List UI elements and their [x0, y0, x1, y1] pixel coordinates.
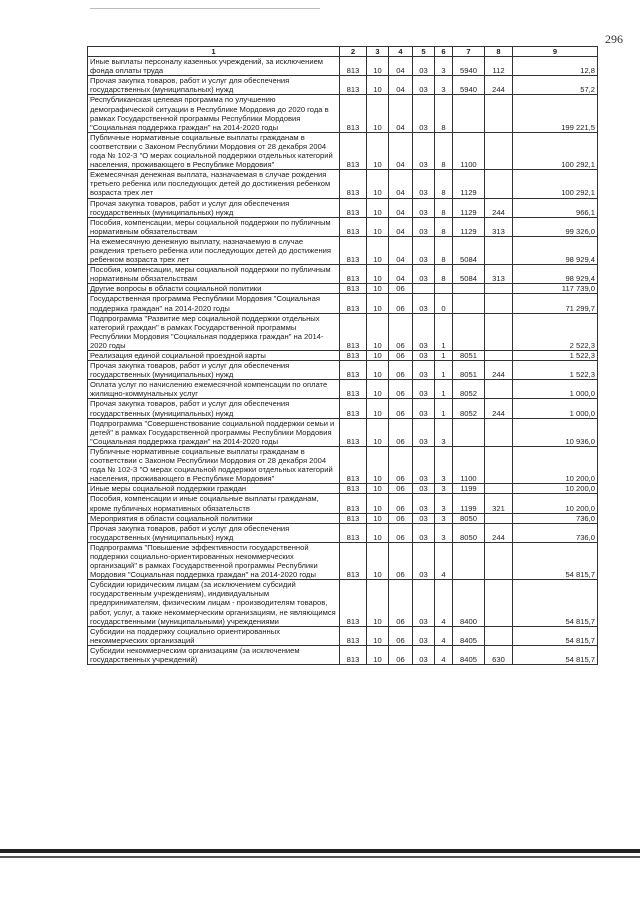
code-pp-cell: 1 [435, 399, 453, 418]
code-rz-cell: 10 [367, 484, 389, 494]
amount-cell: 98 929,4 [513, 265, 598, 284]
code-gp-cell: 03 [413, 446, 435, 483]
code-vr-cell: 244 [485, 361, 513, 380]
code-vr-cell [485, 294, 513, 313]
code-vr-cell [485, 236, 513, 264]
column-header-6: 6 [435, 47, 453, 57]
code-pr-cell: 06 [389, 284, 413, 294]
code-rz-cell: 10 [367, 626, 389, 645]
amount-cell: 10 200,0 [513, 446, 598, 483]
amount-cell: 10 936,0 [513, 418, 598, 446]
code-csr-cell [453, 294, 485, 313]
amount-cell: 1 000,0 [513, 399, 598, 418]
code-csr-cell [453, 95, 485, 132]
code-csr-cell: 8051 [453, 361, 485, 380]
code-pr-cell: 04 [389, 132, 413, 169]
code-pp-cell: 4 [435, 580, 453, 626]
table-row [88, 57, 598, 76]
amount-cell: 99 326,0 [513, 217, 598, 236]
code-gp-cell: 03 [413, 361, 435, 380]
code-pp-cell: 3 [435, 484, 453, 494]
row-name-cell: Мероприятия в области социальной политики [88, 513, 340, 523]
code-gp-cell: 03 [413, 236, 435, 264]
amount-cell: 2 522,3 [513, 313, 598, 350]
amount-cell: 1 000,0 [513, 380, 598, 399]
scan-border-bottom [0, 849, 640, 853]
code-gp-cell: 03 [413, 494, 435, 513]
code-rz-cell: 10 [367, 198, 389, 217]
code-rz-cell: 10 [367, 57, 389, 76]
code-ved-cell: 813 [340, 236, 367, 264]
code-csr-cell: 1129 [453, 217, 485, 236]
amount-cell: 12,8 [513, 57, 598, 76]
code-pp-cell: 3 [435, 523, 453, 542]
code-rz-cell: 10 [367, 76, 389, 95]
amount-cell: 10 200,0 [513, 494, 598, 513]
code-ved-cell: 813 [340, 418, 367, 446]
code-ved-cell: 813 [340, 351, 367, 361]
code-csr-cell [453, 313, 485, 350]
code-pr-cell: 04 [389, 217, 413, 236]
code-pp-cell: 8 [435, 265, 453, 284]
table-row [88, 494, 598, 513]
row-name-cell: Реализация единой социальной проездной карты [88, 351, 340, 361]
code-rz-cell: 10 [367, 446, 389, 483]
code-ved-cell: 813 [340, 132, 367, 169]
amount-cell: 736,0 [513, 513, 598, 523]
row-name-cell: Подпрограмма "Совершенствование социальной поддержки семьи и детей" в рамках Государственной программы Республики Мордовия "Социальная поддержка граждан" на 2014-2020 годы [88, 418, 340, 446]
row-name-cell: Государственная программа Республики Мордовия "Социальная поддержка граждан" на 2014-2020 годы [88, 294, 340, 313]
table-row [88, 361, 598, 380]
code-gp-cell: 03 [413, 523, 435, 542]
code-gp-cell: 03 [413, 95, 435, 132]
code-vr-cell: 244 [485, 399, 513, 418]
code-csr-cell: 1129 [453, 198, 485, 217]
code-gp-cell [413, 284, 435, 294]
amount-cell: 71 299,7 [513, 294, 598, 313]
code-vr-cell [485, 351, 513, 361]
code-pr-cell: 06 [389, 399, 413, 418]
code-gp-cell: 03 [413, 418, 435, 446]
code-csr-cell [453, 284, 485, 294]
code-pr-cell: 06 [389, 494, 413, 513]
table-row [88, 542, 598, 579]
code-rz-cell: 10 [367, 294, 389, 313]
row-name-cell: Республиканская целевая программа по улучшению демографической ситуации в Республике Мордовия до 2020 года в рамках Государственной программы Республики Мордовия "Социальная поддержка граждан" на 2014-2020 годы [88, 95, 340, 132]
code-vr-cell [485, 418, 513, 446]
code-ved-cell: 813 [340, 523, 367, 542]
table-row [88, 399, 598, 418]
code-pr-cell: 06 [389, 313, 413, 350]
code-rz-cell: 10 [367, 351, 389, 361]
code-csr-cell: 5084 [453, 265, 485, 284]
row-name-cell: На ежемесячную денежную выплату, назначаемую в случае рождения третьего ребенка или последующих детей до достижения ребенком возраста трех лет [88, 236, 340, 264]
row-name-cell: Прочая закупка товаров, работ и услуг для обеспечения государственных (муниципальных) нужд [88, 361, 340, 380]
code-gp-cell: 03 [413, 198, 435, 217]
scan-border-bottom-secondary [0, 856, 640, 858]
code-pp-cell: 1 [435, 313, 453, 350]
row-name-cell: Пособия, компенсации и иные социальные выплаты гражданам, кроме публичных нормативных обязательств [88, 494, 340, 513]
code-pr-cell: 06 [389, 542, 413, 579]
scan-artifact-line [90, 8, 320, 9]
code-rz-cell: 10 [367, 95, 389, 132]
row-name-cell: Субсидии некоммерческим организациям (за исключением государственных учреждений) [88, 645, 340, 664]
code-csr-cell: 8052 [453, 399, 485, 418]
row-name-cell: Прочая закупка товаров, работ и услуг для обеспечения государственных (муниципальных) нужд [88, 399, 340, 418]
table-row [88, 513, 598, 523]
code-gp-cell: 03 [413, 484, 435, 494]
code-pr-cell: 04 [389, 265, 413, 284]
code-pr-cell: 06 [389, 351, 413, 361]
code-csr-cell: 8052 [453, 380, 485, 399]
column-header-8: 8 [485, 47, 513, 57]
code-csr-cell: 8405 [453, 645, 485, 664]
code-ved-cell: 813 [340, 513, 367, 523]
code-rz-cell: 10 [367, 523, 389, 542]
code-csr-cell: 5940 [453, 76, 485, 95]
code-ved-cell: 813 [340, 494, 367, 513]
code-ved-cell: 813 [340, 580, 367, 626]
budget-table [87, 46, 598, 665]
code-vr-cell [485, 95, 513, 132]
code-pp-cell: 4 [435, 626, 453, 645]
code-ved-cell: 813 [340, 484, 367, 494]
code-pp-cell: 3 [435, 513, 453, 523]
column-header-5: 5 [413, 47, 435, 57]
code-vr-cell: 321 [485, 494, 513, 513]
code-gp-cell: 03 [413, 513, 435, 523]
code-pp-cell: 8 [435, 198, 453, 217]
amount-cell: 199 221,5 [513, 95, 598, 132]
code-rz-cell: 10 [367, 132, 389, 169]
code-rz-cell: 10 [367, 265, 389, 284]
table-header-row [88, 47, 598, 57]
code-csr-cell: 5940 [453, 57, 485, 76]
code-csr-cell: 5084 [453, 236, 485, 264]
code-gp-cell: 03 [413, 217, 435, 236]
code-gp-cell: 03 [413, 265, 435, 284]
amount-cell: 54 815,7 [513, 580, 598, 626]
code-pr-cell: 06 [389, 294, 413, 313]
amount-cell: 117 739,0 [513, 284, 598, 294]
code-rz-cell: 10 [367, 217, 389, 236]
code-vr-cell: 244 [485, 523, 513, 542]
code-csr-cell: 1100 [453, 132, 485, 169]
code-rz-cell: 10 [367, 380, 389, 399]
table-row [88, 313, 598, 350]
amount-cell: 966,1 [513, 198, 598, 217]
code-rz-cell: 10 [367, 236, 389, 264]
code-rz-cell: 10 [367, 284, 389, 294]
code-gp-cell: 03 [413, 170, 435, 198]
table-row [88, 580, 598, 626]
amount-cell: 98 929,4 [513, 236, 598, 264]
row-name-cell: Прочая закупка товаров, работ и услуг для обеспечения государственных (муниципальных) нужд [88, 198, 340, 217]
code-pp-cell: 1 [435, 361, 453, 380]
amount-cell: 736,0 [513, 523, 598, 542]
code-pr-cell: 06 [389, 418, 413, 446]
table-row [88, 170, 598, 198]
code-ved-cell: 813 [340, 76, 367, 95]
table-row [88, 198, 598, 217]
code-gp-cell: 03 [413, 76, 435, 95]
code-pr-cell: 04 [389, 76, 413, 95]
code-pp-cell: 1 [435, 380, 453, 399]
code-gp-cell: 03 [413, 626, 435, 645]
code-vr-cell: 112 [485, 57, 513, 76]
amount-cell: 100 292,1 [513, 170, 598, 198]
code-vr-cell [485, 484, 513, 494]
code-gp-cell: 03 [413, 351, 435, 361]
code-rz-cell: 10 [367, 313, 389, 350]
code-vr-cell [485, 446, 513, 483]
code-vr-cell [485, 284, 513, 294]
code-vr-cell: 313 [485, 265, 513, 284]
table-row [88, 484, 598, 494]
code-pr-cell: 06 [389, 523, 413, 542]
code-vr-cell [485, 132, 513, 169]
table-row [88, 380, 598, 399]
table-row [88, 132, 598, 169]
column-header-3: 3 [367, 47, 389, 57]
table-body [88, 57, 598, 665]
code-csr-cell: 8405 [453, 626, 485, 645]
table-row [88, 294, 598, 313]
code-rz-cell: 10 [367, 494, 389, 513]
column-header-1: 1 [88, 47, 340, 57]
amount-cell: 54 815,7 [513, 645, 598, 664]
code-rz-cell: 10 [367, 170, 389, 198]
code-ved-cell: 813 [340, 361, 367, 380]
code-pr-cell: 04 [389, 95, 413, 132]
row-name-cell: Субсидии юридическим лицам (за исключением субсидий государственным учреждениям), индивидуальным предпринимателям, физическим лицам - производителям товаров, работ, услуг, а также некоммерческим организациям, не являющимся государственными (муниципальными) учреждениями [88, 580, 340, 626]
table-row [88, 217, 598, 236]
amount-cell: 1 522,3 [513, 351, 598, 361]
code-pr-cell: 04 [389, 57, 413, 76]
row-name-cell: Подпрограмма "Развитие мер социальной поддержки отдельных категорий граждан" в рамках Государственной программы Республики Мордовия "Социальная поддержка граждан" на 2014-2020 годы [88, 313, 340, 350]
amount-cell: 54 815,7 [513, 542, 598, 579]
code-rz-cell: 10 [367, 580, 389, 626]
amount-cell: 54 815,7 [513, 626, 598, 645]
code-vr-cell: 313 [485, 217, 513, 236]
code-gp-cell: 03 [413, 57, 435, 76]
table-row [88, 446, 598, 483]
code-csr-cell: 1199 [453, 494, 485, 513]
code-vr-cell [485, 626, 513, 645]
code-vr-cell [485, 380, 513, 399]
code-ved-cell: 813 [340, 284, 367, 294]
code-vr-cell: 244 [485, 198, 513, 217]
code-ved-cell: 813 [340, 265, 367, 284]
amount-cell: 100 292,1 [513, 132, 598, 169]
code-pr-cell: 04 [389, 198, 413, 217]
code-gp-cell: 03 [413, 399, 435, 418]
column-header-2: 2 [340, 47, 367, 57]
code-vr-cell [485, 580, 513, 626]
column-header-7: 7 [453, 47, 485, 57]
code-vr-cell: 244 [485, 76, 513, 95]
row-name-cell: Другие вопросы в области социальной политики [88, 284, 340, 294]
code-pp-cell: 3 [435, 446, 453, 483]
code-csr-cell [453, 418, 485, 446]
row-name-cell: Пособия, компенсации, меры социальной поддержки по публичным нормативным обязательствам [88, 265, 340, 284]
table-row [88, 351, 598, 361]
code-pp-cell: 3 [435, 494, 453, 513]
table-row [88, 236, 598, 264]
code-gp-cell: 03 [413, 132, 435, 169]
table-row [88, 523, 598, 542]
code-ved-cell: 813 [340, 294, 367, 313]
table-row [88, 626, 598, 645]
code-pp-cell: 0 [435, 294, 453, 313]
amount-cell: 1 522,3 [513, 361, 598, 380]
code-pr-cell: 04 [389, 170, 413, 198]
code-ved-cell: 813 [340, 380, 367, 399]
code-pr-cell: 06 [389, 513, 413, 523]
code-ved-cell: 813 [340, 446, 367, 483]
code-pp-cell: 3 [435, 76, 453, 95]
code-vr-cell [485, 170, 513, 198]
code-pr-cell: 04 [389, 236, 413, 264]
code-ved-cell: 813 [340, 645, 367, 664]
code-pr-cell: 06 [389, 446, 413, 483]
row-name-cell: Прочая закупка товаров, работ и услуг для обеспечения государственных (муниципальных) нужд [88, 523, 340, 542]
table-row [88, 95, 598, 132]
code-pp-cell: 4 [435, 542, 453, 579]
code-rz-cell: 10 [367, 513, 389, 523]
table-row [88, 418, 598, 446]
code-vr-cell [485, 513, 513, 523]
column-header-9: 9 [513, 47, 598, 57]
code-pp-cell: 8 [435, 95, 453, 132]
row-name-cell: Субсидии на поддержку социально ориентированных некоммерческих организаций [88, 626, 340, 645]
code-ved-cell: 813 [340, 313, 367, 350]
code-gp-cell: 03 [413, 580, 435, 626]
code-rz-cell: 10 [367, 399, 389, 418]
code-ved-cell: 813 [340, 198, 367, 217]
row-name-cell: Иные выплаты персоналу казенных учреждений, за исключением фонда оплаты труда [88, 57, 340, 76]
row-name-cell: Оплата услуг по начислению ежемесячной компенсации по оплате жилищно-коммунальных услуг [88, 380, 340, 399]
code-rz-cell: 10 [367, 361, 389, 380]
page-number: 296 [605, 32, 623, 46]
code-csr-cell: 8051 [453, 351, 485, 361]
code-ved-cell: 813 [340, 95, 367, 132]
code-pp-cell: 8 [435, 132, 453, 169]
row-name-cell: Ежемесячная денежная выплата, назначаемая в случае рождения третьего ребенка или последующих детей до достижения ребенком возраста трех лет [88, 170, 340, 198]
code-gp-cell: 03 [413, 380, 435, 399]
code-vr-cell [485, 313, 513, 350]
row-name-cell: Пособия, компенсации, меры социальной поддержки по публичным нормативным обязательствам [88, 217, 340, 236]
table-row [88, 76, 598, 95]
code-pr-cell: 06 [389, 626, 413, 645]
code-csr-cell: 8400 [453, 580, 485, 626]
code-pr-cell: 06 [389, 484, 413, 494]
code-csr-cell: 1129 [453, 170, 485, 198]
row-name-cell: Иные меры социальной поддержки граждан [88, 484, 340, 494]
code-pp-cell [435, 284, 453, 294]
code-gp-cell: 03 [413, 542, 435, 579]
code-pp-cell: 1 [435, 351, 453, 361]
code-rz-cell: 10 [367, 645, 389, 664]
code-pp-cell: 8 [435, 217, 453, 236]
code-ved-cell: 813 [340, 170, 367, 198]
code-csr-cell [453, 542, 485, 579]
table-row [88, 645, 598, 664]
code-ved-cell: 813 [340, 626, 367, 645]
code-pr-cell: 06 [389, 380, 413, 399]
code-csr-cell: 8050 [453, 523, 485, 542]
code-rz-cell: 10 [367, 418, 389, 446]
code-gp-cell: 03 [413, 313, 435, 350]
amount-cell: 10 200,0 [513, 484, 598, 494]
row-name-cell: Прочая закупка товаров, работ и услуг для обеспечения государственных (муниципальных) нужд [88, 76, 340, 95]
code-pp-cell: 3 [435, 418, 453, 446]
code-csr-cell: 8050 [453, 513, 485, 523]
code-vr-cell: 630 [485, 645, 513, 664]
row-name-cell: Подпрограмма "Повышение эффективности государственной поддержки социально-ориентированных некоммерческих организаций" в рамках Государственной программы Республики Мордовия "Социальная поддержка граждан" на 2014-2020 годы [88, 542, 340, 579]
code-gp-cell: 03 [413, 645, 435, 664]
code-csr-cell: 1100 [453, 446, 485, 483]
code-gp-cell: 03 [413, 294, 435, 313]
code-pp-cell: 3 [435, 57, 453, 76]
code-pp-cell: 8 [435, 170, 453, 198]
code-ved-cell: 813 [340, 542, 367, 579]
code-pr-cell: 06 [389, 361, 413, 380]
code-ved-cell: 813 [340, 399, 367, 418]
code-csr-cell: 1199 [453, 484, 485, 494]
code-vr-cell [485, 542, 513, 579]
code-ved-cell: 813 [340, 217, 367, 236]
row-name-cell: Публичные нормативные социальные выплаты гражданам в соответствии с Законом Республики Мордовия от 28 декабря 2004 года № 102-З "О мерах социальной поддержки отдельных категорий населения, проживающего в Республике Мордовия" [88, 132, 340, 169]
code-pp-cell: 4 [435, 645, 453, 664]
amount-cell: 57,2 [513, 76, 598, 95]
column-header-4: 4 [389, 47, 413, 57]
code-pr-cell: 06 [389, 645, 413, 664]
code-pr-cell: 06 [389, 580, 413, 626]
table-row [88, 265, 598, 284]
table-row [88, 284, 598, 294]
row-name-cell: Публичные нормативные социальные выплаты гражданам в соответствии с Законом Республики Мордовия от 28 декабря 2004 года № 102-З "О мерах социальной поддержки отдельных категорий населения, проживающего в Республике Мордовия" [88, 446, 340, 483]
code-ved-cell: 813 [340, 57, 367, 76]
code-rz-cell: 10 [367, 542, 389, 579]
code-pp-cell: 8 [435, 236, 453, 264]
